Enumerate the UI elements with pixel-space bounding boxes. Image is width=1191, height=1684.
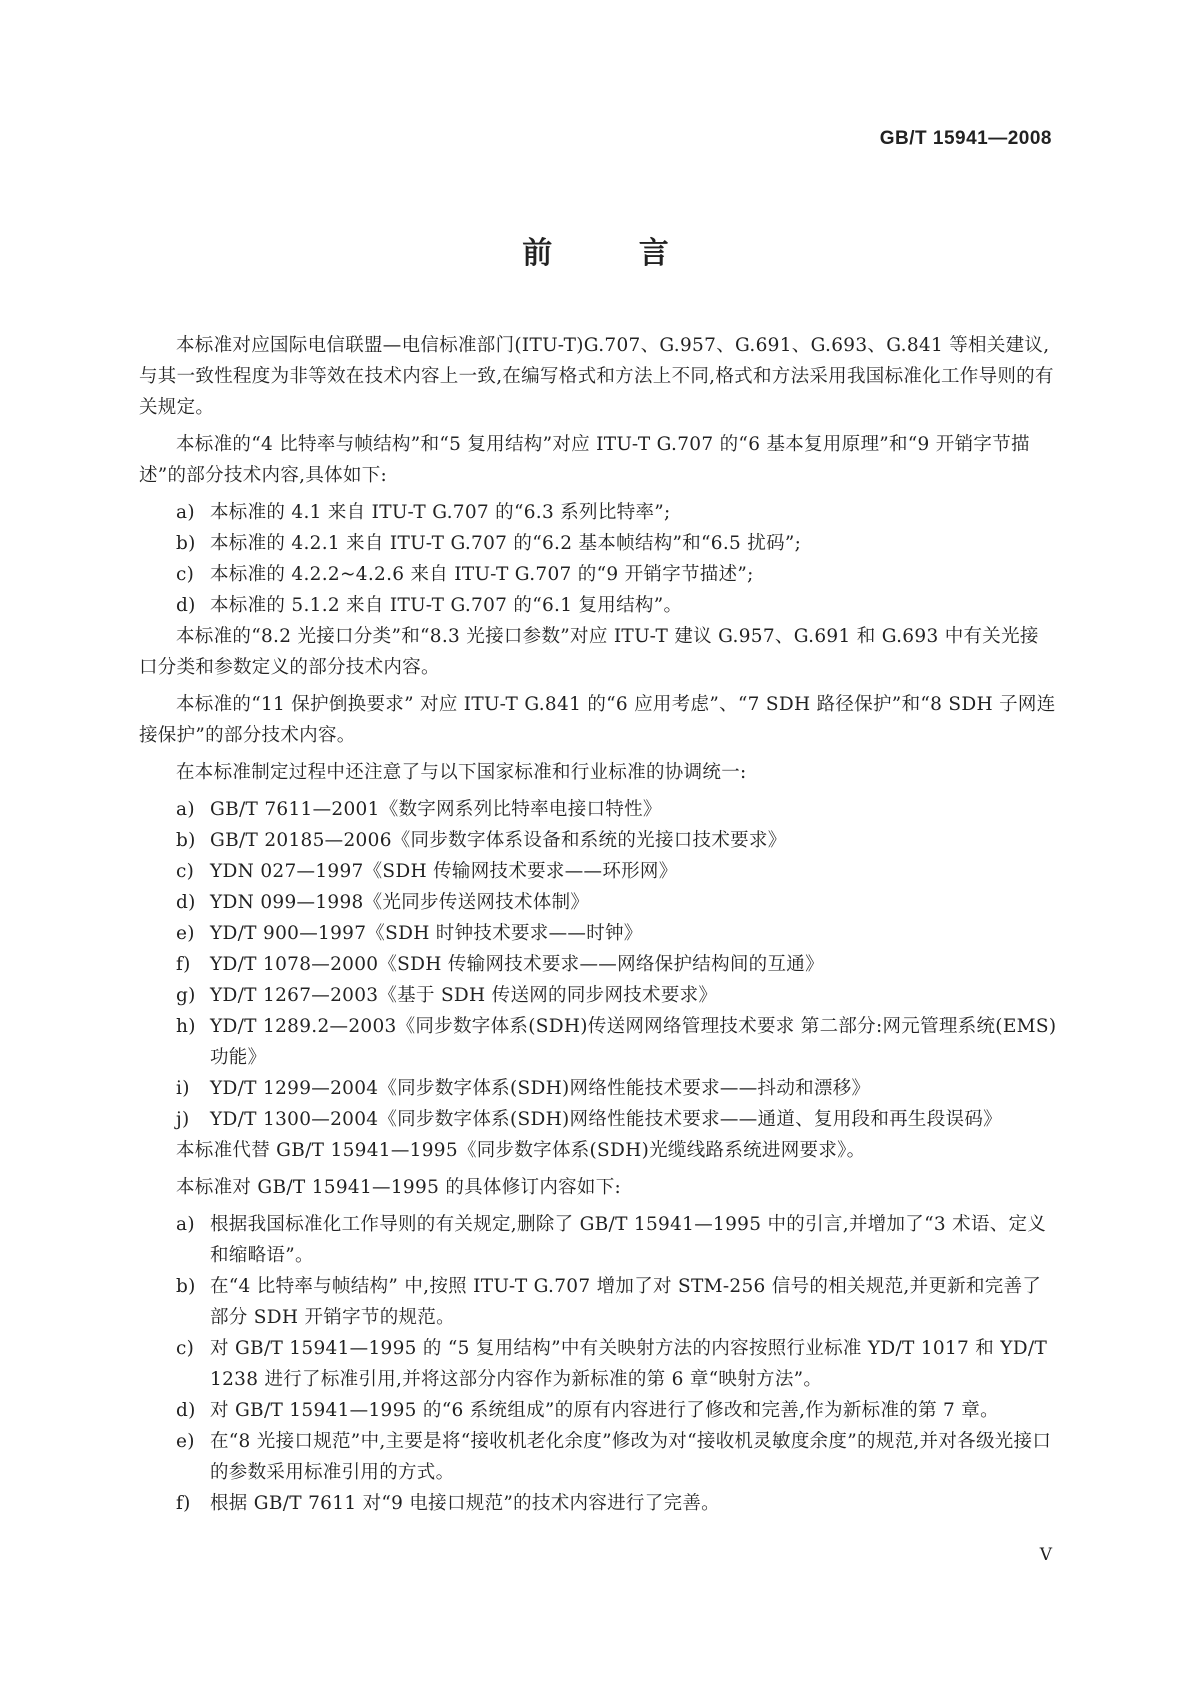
paragraph: 本标准代替 GB/T 15941—1995《同步数字体系(SDH)光缆线路系统进网要求》。 (176, 1140, 866, 1161)
list-item (176, 1426, 1057, 1488)
page-title: 前 言 (522, 236, 707, 271)
list-item (176, 528, 1057, 559)
list-item-text: YDN 099—1998《光同步传送网技术体制》 (210, 892, 590, 913)
list-item-label: h) (176, 1016, 196, 1037)
list-item-text: 在“8 光接口规范”中,主要是将“接收机老化余度”修改为对“接收机灵敏度余度”的规范,并对各级光接口的参数采用标准引用的方式。 (210, 1431, 1052, 1483)
page-number: V (1039, 1545, 1052, 1565)
list-item-label: j) (176, 1109, 190, 1130)
list-item-label: d) (176, 595, 196, 616)
list-item (176, 1073, 1057, 1104)
list-item (176, 1011, 1057, 1073)
list-item-label: f) (176, 1493, 191, 1514)
list-item (176, 590, 1057, 621)
list-item (176, 1488, 1057, 1519)
list-item (176, 825, 1057, 856)
list-item-text: YDN 027—1997《SDH 传输网技术要求——环形网》 (210, 861, 678, 882)
list-item-text: 本标准的 4.2.1 来自 ITU-T G.707 的“6.2 基本帧结构”和“6.5 扰码”; (210, 533, 802, 554)
list-item-label: i) (176, 1078, 190, 1099)
list-item (176, 1104, 1057, 1135)
standard-code: GB/T 15941—2008 (879, 128, 1052, 149)
list-item-text: 在“4 比特率与帧结构” 中,按照 ITU-T G.707 增加了对 STM-256 信号的相关规范,并更新和完善了部分 SDH 开销字节的规范。 (210, 1276, 1042, 1328)
list-item-text: YD/T 1289.2—2003《同步数字体系(SDH)传送网网络管理技术要求 第二部分:网元管理系统(EMS)功能》 (210, 1016, 1057, 1068)
list-item (176, 949, 1057, 980)
paragraph: 本标准对 GB/T 15941—1995 的具体修订内容如下: (176, 1177, 622, 1198)
list-item-text: 本标准的 4.2.2~4.2.6 来自 ITU-T G.707 的“9 开销字节描述”; (210, 564, 754, 585)
list-item-label: b) (176, 1276, 196, 1297)
list-item-label: c) (176, 861, 195, 882)
list-item (176, 918, 1057, 949)
paragraph: 在本标准制定过程中还注意了与以下国家标准和行业标准的协调统一: (176, 762, 747, 783)
list-item-text: YD/T 900—1997《SDH 时钟技术要求——时钟》 (210, 923, 643, 944)
list-item-text: YD/T 1078—2000《SDH 传输网技术要求——网络保护结构间的互通》 (210, 954, 824, 975)
list-item-text: GB/T 7611—2001《数字网系列比特率电接口特性》 (210, 799, 662, 820)
list-item-text: 根据我国标准化工作导则的有关规定,删除了 GB/T 15941—1995 中的引言,并增加了“3 术语、定义和缩略语”。 (210, 1214, 1047, 1266)
paragraph: 本标准的“4 比特率与帧结构”和“5 复用结构”对应 ITU-T G.707 的“6 基本复用原理”和“9 开销字节描述”的部分技术内容,具体如下: (139, 434, 1030, 486)
list-item-label: g) (176, 985, 196, 1006)
list-item-label: a) (176, 502, 195, 523)
list-item (176, 1333, 1057, 1395)
list-item-label: a) (176, 799, 195, 820)
list-item-text: 对 GB/T 15941—1995 的 “5 复用结构”中有关映射方法的内容按照行业标准 YD/T 1017 和 YD/T 1238 进行了标准引用,并将这部分内容作为新标准的第 6 章“映射方法”。 (210, 1338, 1048, 1390)
list-item-text: YD/T 1300—2004《同步数字体系(SDH)网络性能技术要求——通道、复用段和再生段误码》 (210, 1109, 1002, 1130)
list-item-label: d) (176, 892, 196, 913)
list-item-text: YD/T 1299—2004《同步数字体系(SDH)网络性能技术要求——抖动和漂移》 (210, 1078, 871, 1099)
list-item (176, 794, 1057, 825)
list-item (176, 1209, 1057, 1271)
list-item-label: e) (176, 923, 195, 944)
paragraph: 本标准的“11 保护倒换要求” 对应 ITU-T G.841 的“6 应用考虑”、“7 SDH 路径保护”和“8 SDH 子网连接保护”的部分技术内容。 (139, 694, 1056, 746)
list-item-text: GB/T 20185—2006《同步数字体系设备和系统的光接口技术要求》 (210, 830, 787, 851)
list-item-text: 本标准的 4.1 来自 ITU-T G.707 的“6.3 系列比特率”; (210, 502, 671, 523)
list-item-label: f) (176, 954, 191, 975)
paragraph: 本标准对应国际电信联盟—电信标准部门(ITU-T)G.707、G.957、G.691、G.693、G.841 等相关建议,与其一致性程度为非等效在技术内容上一致,在编写格式和方法上不同,格式和方法采用我国标准化工作导则的有关规定。 (139, 335, 1054, 418)
list-item (176, 1271, 1057, 1333)
list-item-label: c) (176, 1338, 195, 1359)
list-item (176, 1395, 1057, 1426)
list-item (176, 887, 1057, 918)
paragraph: 本标准的“8.2 光接口分类”和“8.3 光接口参数”对应 ITU-T 建议 G.957、G.691 和 G.693 中有关光接口分类和参数定义的部分技术内容。 (139, 626, 1039, 678)
list-item-label: a) (176, 1214, 195, 1235)
list-item-label: e) (176, 1431, 195, 1452)
list-item-label: b) (176, 533, 196, 554)
list-item-text: YD/T 1267—2003《基于 SDH 传送网的同步网技术要求》 (210, 985, 718, 1006)
document-body (139, 330, 1057, 1519)
list-item-text: 根据 GB/T 7611 对“9 电接口规范”的技术内容进行了完善。 (210, 1493, 720, 1514)
list-item (176, 980, 1057, 1011)
list-item (176, 497, 1057, 528)
list-item (176, 856, 1057, 887)
list-item (176, 559, 1057, 590)
list-item-text: 本标准的 5.1.2 来自 ITU-T G.707 的“6.1 复用结构”。 (210, 595, 683, 616)
list-item-label: c) (176, 564, 195, 585)
list-item-label: b) (176, 830, 196, 851)
list-item-label: d) (176, 1400, 196, 1421)
list-item-text: 对 GB/T 15941—1995 的“6 系统组成”的原有内容进行了修改和完善,作为新标准的第 7 章。 (210, 1400, 999, 1421)
